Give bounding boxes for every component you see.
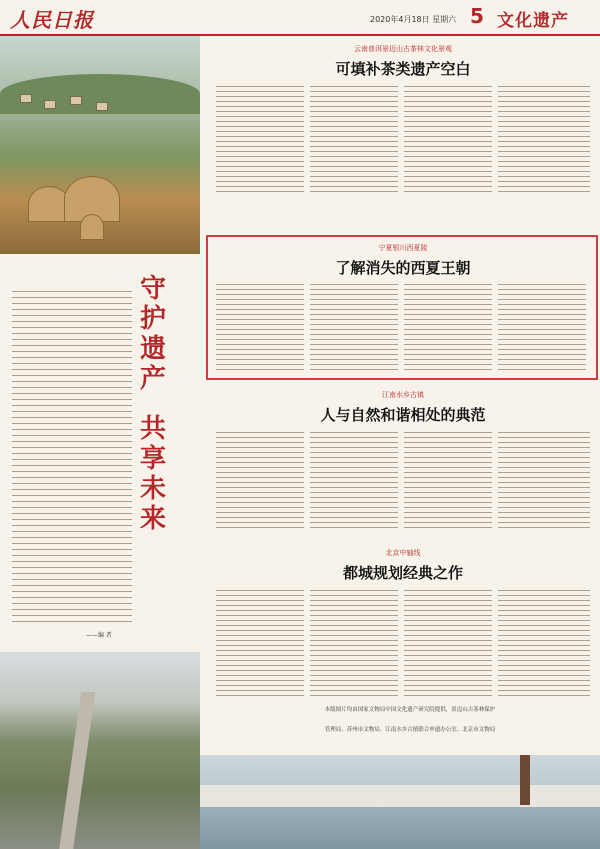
village-house [96,102,108,111]
water-town-photo [200,755,600,849]
article-body-col [310,430,398,532]
left-column [0,36,200,849]
article-body-col [404,430,492,532]
article-headline: 可填补茶类遗产空白 [335,60,471,78]
canal-water [200,807,600,849]
masthead: 人民日报 [10,8,94,32]
article-kicker: 江南水乡古镇 [382,391,424,399]
article-body-col [216,588,304,698]
pagoda [520,755,530,805]
village-house [70,96,82,105]
article-headline: 都城规划经典之作 [342,564,463,582]
article-body-col [310,588,398,698]
article-kicker: 宁夏银川西夏陵 [378,244,428,252]
central-axis-road [59,692,95,849]
article-body-col [404,282,492,372]
article-body-col [216,282,304,372]
article-body-col [216,430,304,532]
photo-credit-line1: 本版图片均由国家文物局中国文化遗产研究院提供，景迈山古茶林保护 [324,707,496,713]
article-body-col [404,84,492,192]
article-body-col [498,282,586,372]
article-kicker: 云南普洱景迈山古茶林文化景观 [354,45,452,53]
feature-title-line1: 守 护 遗 产 [140,274,167,394]
article-body-col [310,282,398,372]
page-number: 5 [470,4,484,28]
tomb-mound [80,214,104,240]
article-body-col [498,84,590,192]
article-kicker: 北京中轴线 [385,549,421,557]
article-body-col [404,588,492,698]
riverside-houses [200,785,600,807]
editorial-author: ——编 者 [86,632,112,639]
editorial-text [12,288,132,622]
article-body-col [216,84,304,192]
photo-credit-line2: 管理局、苏州市文物局、江南水乡古镇联合申遗办公室、北京市文物局 [324,727,496,733]
article-body-col [310,84,398,192]
article-body-col [498,430,590,532]
article-body-col [498,588,590,698]
village-house [20,94,32,103]
top-photo [0,36,200,254]
article-headline: 人与自然和谐相处的典范 [320,406,486,424]
bottom-aerial-photo [0,652,200,849]
section-title: 文化遗产 [497,11,569,31]
village-house [44,100,56,109]
article-headline: 了解消失的西夏王朝 [335,259,471,277]
issue-date: 2020年4月18日 星期六 [370,15,457,24]
page-header [0,0,600,36]
feature-title-line2: 共 享 未 来 [140,414,167,534]
